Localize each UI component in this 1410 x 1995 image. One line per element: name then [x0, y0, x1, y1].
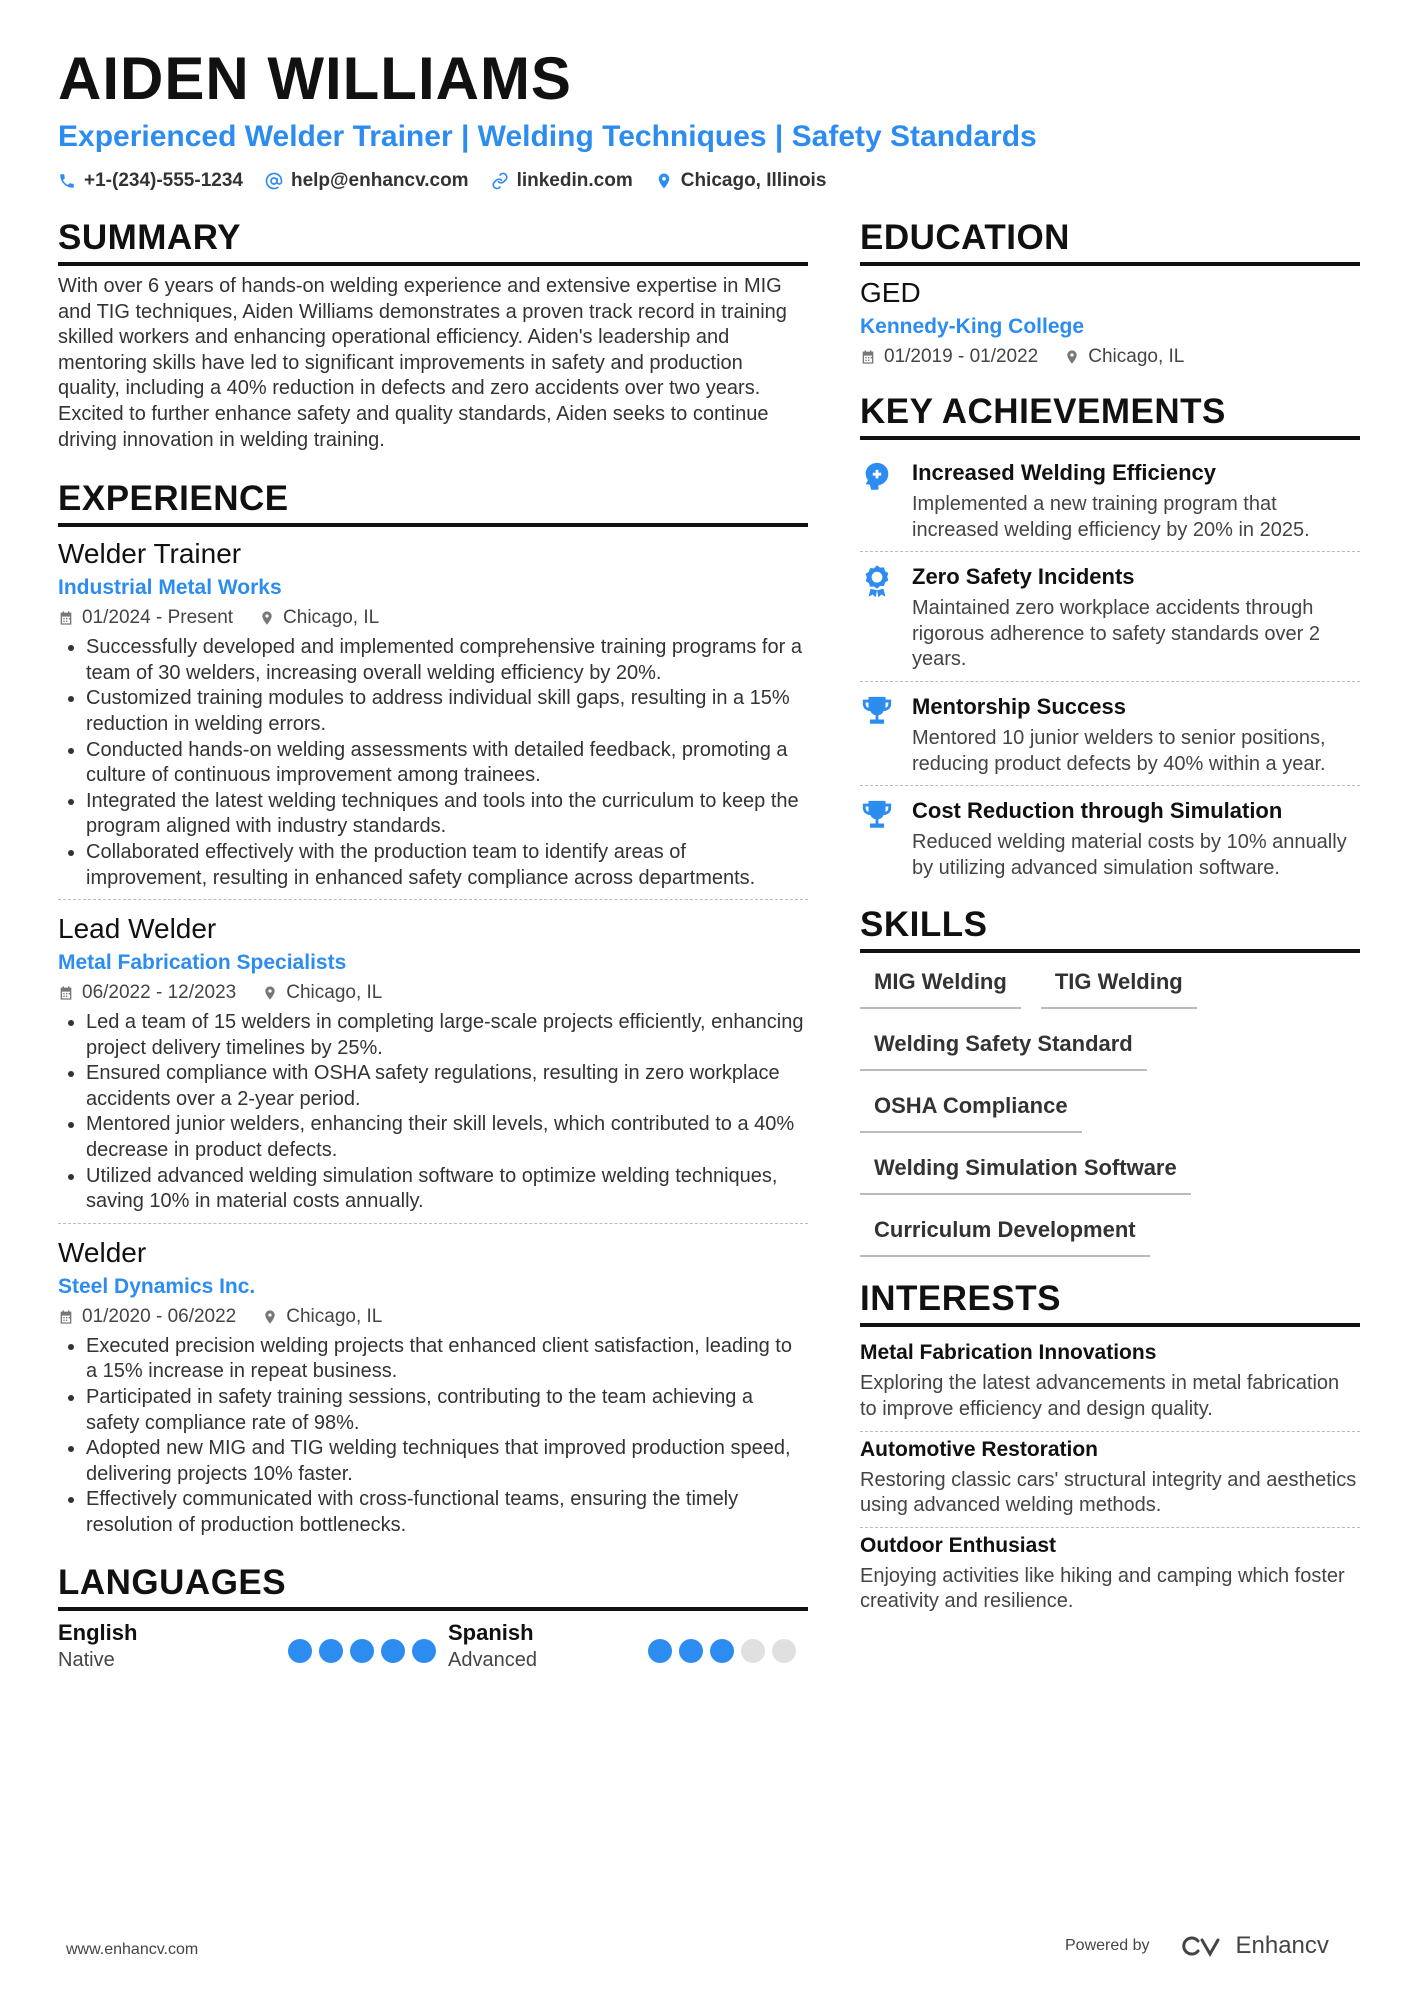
job-entry [58, 1234, 808, 1547]
language-level: Advanced [448, 1648, 537, 1671]
company-name: Steel Dynamics Inc. [58, 1274, 256, 1298]
calendar-icon [860, 349, 876, 365]
achievement-item [860, 682, 1360, 786]
achievement-desc: Reduced welding material costs by 10% annually by utilizing advanced simulation software. [912, 831, 1347, 879]
bullet-item: • Ensured compliance with OSHA safety regulations, resulting in zero workplace accidents over a 2-year period. [86, 1061, 808, 1112]
job-location-text: Chicago, IL [286, 982, 383, 1004]
skill-tag: TIG Welding [1041, 961, 1197, 1009]
job-location-text: Chicago, IL [283, 607, 380, 629]
job-location [262, 1302, 382, 1332]
brand-name: Enhancv [1235, 1932, 1329, 1959]
job-entry [58, 910, 808, 1224]
interest-title: Automotive Restoration [860, 1437, 1099, 1461]
rating-dot [412, 1639, 436, 1663]
achievement-body [912, 692, 1360, 777]
interest-title: Metal Fabrication Innovations [860, 1341, 1157, 1365]
company-name: Industrial Metal Works [58, 576, 282, 600]
skills-list [860, 961, 1340, 1257]
achievement-title: Zero Safety Incidents [912, 564, 1135, 590]
location-text: Chicago, Illinois [680, 170, 827, 191]
job-dates-text: 01/2020 - 06/2022 [82, 1305, 237, 1327]
phone-icon [58, 172, 76, 190]
job-meta [58, 978, 808, 1008]
achievement-desc: Maintained zero workplace accidents through rigorous adherence to safety standards over 2 years. [912, 597, 1321, 671]
phone-text: +1-(234)-555-1234 [84, 170, 243, 191]
contact-email[interactable] [265, 168, 469, 194]
achievement-item [860, 552, 1360, 682]
link-icon [491, 172, 509, 190]
skill-tag: Curriculum Development [860, 1209, 1150, 1257]
job-location [259, 603, 379, 633]
interest-desc: Restoring classic cars' structural integrity and aesthetics using advanced welding methods. [860, 1468, 1357, 1517]
bullet-item: • Executed precision welding projects that enhanced client satisfaction, leading to a 15% increase in repeat business. [86, 1334, 808, 1385]
bullet-item: • Conducted hands-on welding assessments with detailed feedback, promoting a culture of continuous improvement among trainees. [86, 738, 808, 789]
school-name: Kennedy-King College [860, 315, 1085, 338]
education-heading: EDUCATION [860, 216, 1360, 266]
achievements-list [860, 448, 1360, 889]
experience-heading: EXPERIENCE [58, 477, 808, 527]
email-text: help@enhancv.com [290, 170, 469, 191]
bullet-item: • Collaborated effectively with the production team to identify areas of improvement, resulting in enhanced safety compliance across departments. [86, 840, 808, 891]
brain-icon [860, 458, 896, 496]
powered-by-text: Powered by [1065, 1937, 1150, 1954]
contact-bar [58, 168, 826, 194]
bullet-item: • Effectively communicated with cross-functional teams, ensuring the timely resolution of production bottlenecks. [86, 1487, 808, 1538]
achievement-body [912, 458, 1360, 543]
degree: GED [860, 277, 921, 308]
job-title: Welder Trainer [58, 538, 242, 570]
bullet-item: • Utilized advanced welding simulation software to optimize welding techniques, saving 10% in material costs annually. [86, 1164, 808, 1215]
bullet-item: • Adopted new MIG and TIG welding techniques that improved production speed, delivering projects 10% faster. [86, 1436, 808, 1487]
job-location [262, 978, 382, 1008]
rating-dot [741, 1639, 765, 1663]
skill-tag: MIG Welding [860, 961, 1021, 1009]
achievement-title: Cost Reduction through Simulation [912, 798, 1283, 824]
trophy-icon [860, 796, 896, 834]
language-level: Native [58, 1648, 115, 1671]
interest-item [860, 1528, 1360, 1623]
rating-dot [648, 1639, 672, 1663]
left-column [58, 216, 808, 1673]
location-pin-icon [1064, 349, 1080, 365]
language-text [448, 1619, 537, 1673]
right-column [860, 216, 1360, 1623]
languages-heading: LANGUAGES [58, 1561, 808, 1611]
rating-dot [319, 1639, 343, 1663]
location-pin-icon [262, 1309, 278, 1325]
rating-dot [772, 1639, 796, 1663]
award-ribbon-icon [860, 562, 896, 600]
rating-dot [679, 1639, 703, 1663]
achievement-desc: Implemented a new training program that increased welding efficiency by 20% in 2025. [912, 493, 1310, 541]
education-dates [860, 342, 1038, 372]
location-pin-icon [262, 985, 278, 1001]
education-location [1064, 342, 1184, 372]
job-location-text: Chicago, IL [286, 1305, 383, 1327]
languages-list [58, 1619, 808, 1673]
job-meta [58, 603, 808, 633]
interest-item [860, 1335, 1360, 1431]
achievement-item [860, 448, 1360, 552]
bullet-item: • Integrated the latest welding techniques and tools into the curriculum to keep the program aligned with industry standards. [86, 789, 808, 840]
footer-website[interactable]: www.enhancv.com [66, 1941, 199, 1958]
footer-branding [1065, 1932, 1329, 1960]
bullet-item: • Mentored junior welders, enhancing their skill levels, which contributed to a 40% decrease in product defects. [86, 1112, 808, 1163]
language-rating [288, 1639, 436, 1663]
contact-location [655, 168, 827, 194]
achievement-title: Increased Welding Efficiency [912, 460, 1217, 485]
job-title: Lead Welder [58, 913, 217, 945]
language-name: English [58, 1619, 138, 1645]
achievement-body [912, 796, 1360, 881]
skill-tag: Welding Safety Standard [860, 1023, 1147, 1071]
job-meta [58, 1302, 808, 1332]
calendar-icon [58, 1309, 74, 1325]
job-dates-text: 06/2022 - 12/2023 [82, 982, 237, 1004]
enhancv-logo-icon [1178, 1933, 1226, 1959]
job-entry [58, 535, 808, 900]
interest-item [860, 1432, 1360, 1528]
interest-desc: Exploring the latest advancements in metal fabrication to improve efficiency and design quality. [860, 1372, 1340, 1420]
language-entry [448, 1619, 808, 1673]
rating-dot [288, 1639, 312, 1663]
achievements-heading: KEY ACHIEVEMENTS [860, 390, 1360, 440]
achievement-desc: Mentored 10 junior welders to senior positions, reducing product defects by 40% within a year. [912, 726, 1326, 775]
achievement-title: Mentorship Success [912, 693, 1126, 719]
rating-dot [350, 1639, 374, 1663]
language-entry [58, 1619, 448, 1673]
education-meta [860, 342, 1360, 372]
bullet-item: • Successfully developed and implemented comprehensive training programs for a team of 30 welders, increasing overall welding efficiency by 20%. [86, 635, 808, 686]
job-dates-text: 01/2024 - Present [82, 607, 234, 629]
interests-heading: INTERESTS [860, 1277, 1360, 1327]
job-dates [58, 603, 233, 633]
job-bullets [58, 635, 808, 891]
bullet-item: • Participated in safety training sessions, contributing to the team achieving a safety compliance rate of 98%. [86, 1385, 808, 1436]
calendar-icon [58, 985, 74, 1001]
bullet-item: • Led a team of 15 welders in completing large-scale projects efficiently, enhancing project delivery timelines by 25%. [86, 1010, 808, 1061]
location-pin-icon [655, 172, 673, 190]
skill-tag: Welding Simulation Software [860, 1147, 1191, 1195]
language-text [58, 1619, 137, 1673]
company-name: Metal Fabrication Specialists [58, 951, 347, 975]
language-name: Spanish [448, 1619, 534, 1645]
experience-list [58, 535, 808, 1546]
language-rating [648, 1639, 796, 1663]
job-dates [58, 978, 236, 1008]
job-dates [58, 1302, 236, 1332]
job-title: Welder [58, 1236, 147, 1268]
calendar-icon [58, 610, 74, 626]
rating-dot [381, 1639, 405, 1663]
candidate-name: AIDEN WILLIAMS [58, 45, 572, 112]
summary-text: With over 6 years of hands-on welding experience and extensive expertise in MIG and TIG techniques, Aiden Williams demonstrates a proven track record in training skilled workers and enhancing operational efficiency. Aiden's leadership and mentoring skills have led to significant improvements in safety and production quality, including a 40% reduction in defects and zero accidents over two years. Excited to further enhance safety and quality standards, Aiden seeks to continue driving innovation in welding training. [58, 275, 787, 451]
job-bullets [58, 1334, 808, 1539]
contact-phone[interactable] [58, 168, 243, 194]
brand-logo[interactable] [1178, 1932, 1329, 1960]
education-location-text: Chicago, IL [1088, 346, 1185, 367]
contact-linkedin[interactable] [491, 168, 633, 194]
location-pin-icon [259, 610, 275, 626]
job-bullets [58, 1010, 808, 1215]
rating-dot [710, 1639, 734, 1663]
bullet-item: • Customized training modules to address individual skill gaps, resulting in a 15% reduction in welding errors. [86, 686, 808, 737]
skill-tag: OSHA Compliance [860, 1085, 1082, 1133]
skills-heading: SKILLS [860, 903, 1360, 953]
at-icon [265, 172, 283, 190]
achievement-item [860, 786, 1360, 889]
education-dates-text: 01/2019 - 01/2022 [884, 346, 1039, 367]
interest-title: Outdoor Enthusiast [860, 1533, 1056, 1557]
linkedin-text: linkedin.com [516, 170, 633, 191]
interests-list [860, 1335, 1360, 1623]
interest-desc: Enjoying activities like hiking and camping which foster creativity and resilience. [860, 1564, 1345, 1613]
trophy-icon [860, 692, 896, 730]
tagline: Experienced Welder Trainer | Welding Techniques | Safety Standards [58, 120, 1037, 153]
summary-heading: SUMMARY [58, 216, 808, 266]
achievement-body [912, 562, 1360, 673]
